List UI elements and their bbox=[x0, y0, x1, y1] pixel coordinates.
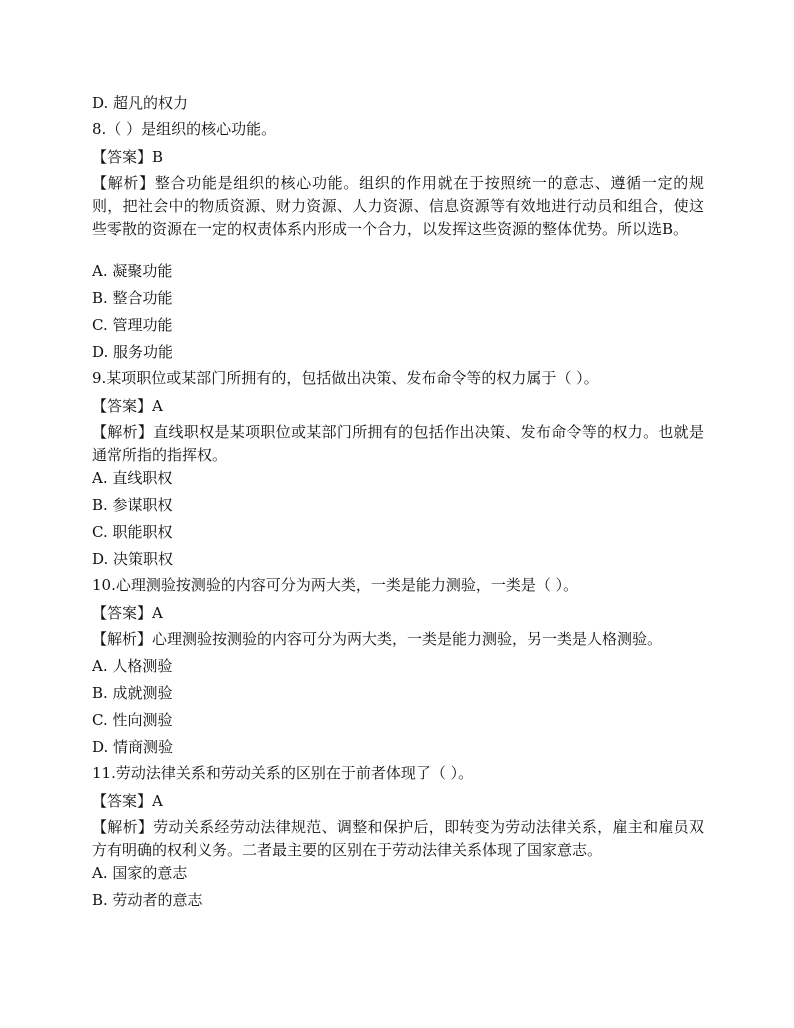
q8-question: 8.（ ）是组织的核心功能。 bbox=[92, 120, 277, 138]
q8-option-c: C. 管理功能 bbox=[92, 316, 173, 334]
q8-option-a: A. 凝聚功能 bbox=[92, 262, 173, 280]
q10-option-a: A. 人格测验 bbox=[92, 657, 173, 675]
q10-option-b: B. 成就测验 bbox=[92, 684, 173, 702]
q8-analysis: 【解析】整合功能是组织的核心功能。组织的作用就在于按照统一的意志、遵循一定的规则，把社会中的物质资源、财力资源、人力资源、信息资源等有效地进行动员和组合，使这些零散的资源在一定的权责体系内形成一个合力，以发挥这些资源的整体优势。所以选B。 bbox=[92, 174, 704, 238]
q8-option-d: D. 服务功能 bbox=[92, 343, 174, 361]
q9-answer: 【答案】A bbox=[92, 397, 163, 415]
q8-option-b: B. 整合功能 bbox=[92, 289, 173, 307]
q9-option-d: D. 决策职权 bbox=[92, 550, 174, 568]
q9-analysis: 【解析】直线职权是某项职位或某部门所拥有的包括作出决策、发布命令等的权力。也就是通常所指的指挥权。 bbox=[92, 423, 704, 464]
q11-question: 11.劳动法律关系和劳动关系的区别在于前者体现了（ ）。 bbox=[92, 764, 474, 782]
q11-answer: 【答案】A bbox=[92, 792, 163, 810]
q7-option-d: D. 超凡的权力 bbox=[92, 94, 189, 112]
q9-option-a: A. 直线职权 bbox=[92, 469, 173, 487]
q10-option-d: D. 情商测验 bbox=[92, 738, 174, 756]
q10-analysis: 【解析】心理测验按测验的内容可分为两大类，一类是能力测验，另一类是人格测验。 bbox=[92, 630, 663, 648]
q11-option-b: B. 劳动者的意志 bbox=[92, 891, 203, 909]
q10-answer: 【答案】A bbox=[92, 604, 163, 622]
q11-option-a: A. 国家的意志 bbox=[92, 864, 188, 882]
q10-option-c: C. 性向测验 bbox=[92, 711, 173, 729]
q8-answer: 【答案】B bbox=[92, 148, 164, 166]
q9-option-b: B. 参谋职权 bbox=[92, 496, 173, 514]
q9-question: 9.某项职位或某部门所拥有的，包括做出决策、发布命令等的权力属于（ ）。 bbox=[92, 369, 599, 387]
q10-question: 10.心理测验按测验的内容可分为两大类，一类是能力测验，一类是（ ）。 bbox=[92, 576, 579, 594]
q11-analysis: 【解析】劳动关系经劳动法律规范、调整和保护后，即转变为劳动法律关系，雇主和雇员双方有明确的权利义务。二者最主要的区别在于劳动法律关系体现了国家意志。 bbox=[92, 818, 704, 859]
q9-option-c: C. 职能职权 bbox=[92, 523, 173, 541]
